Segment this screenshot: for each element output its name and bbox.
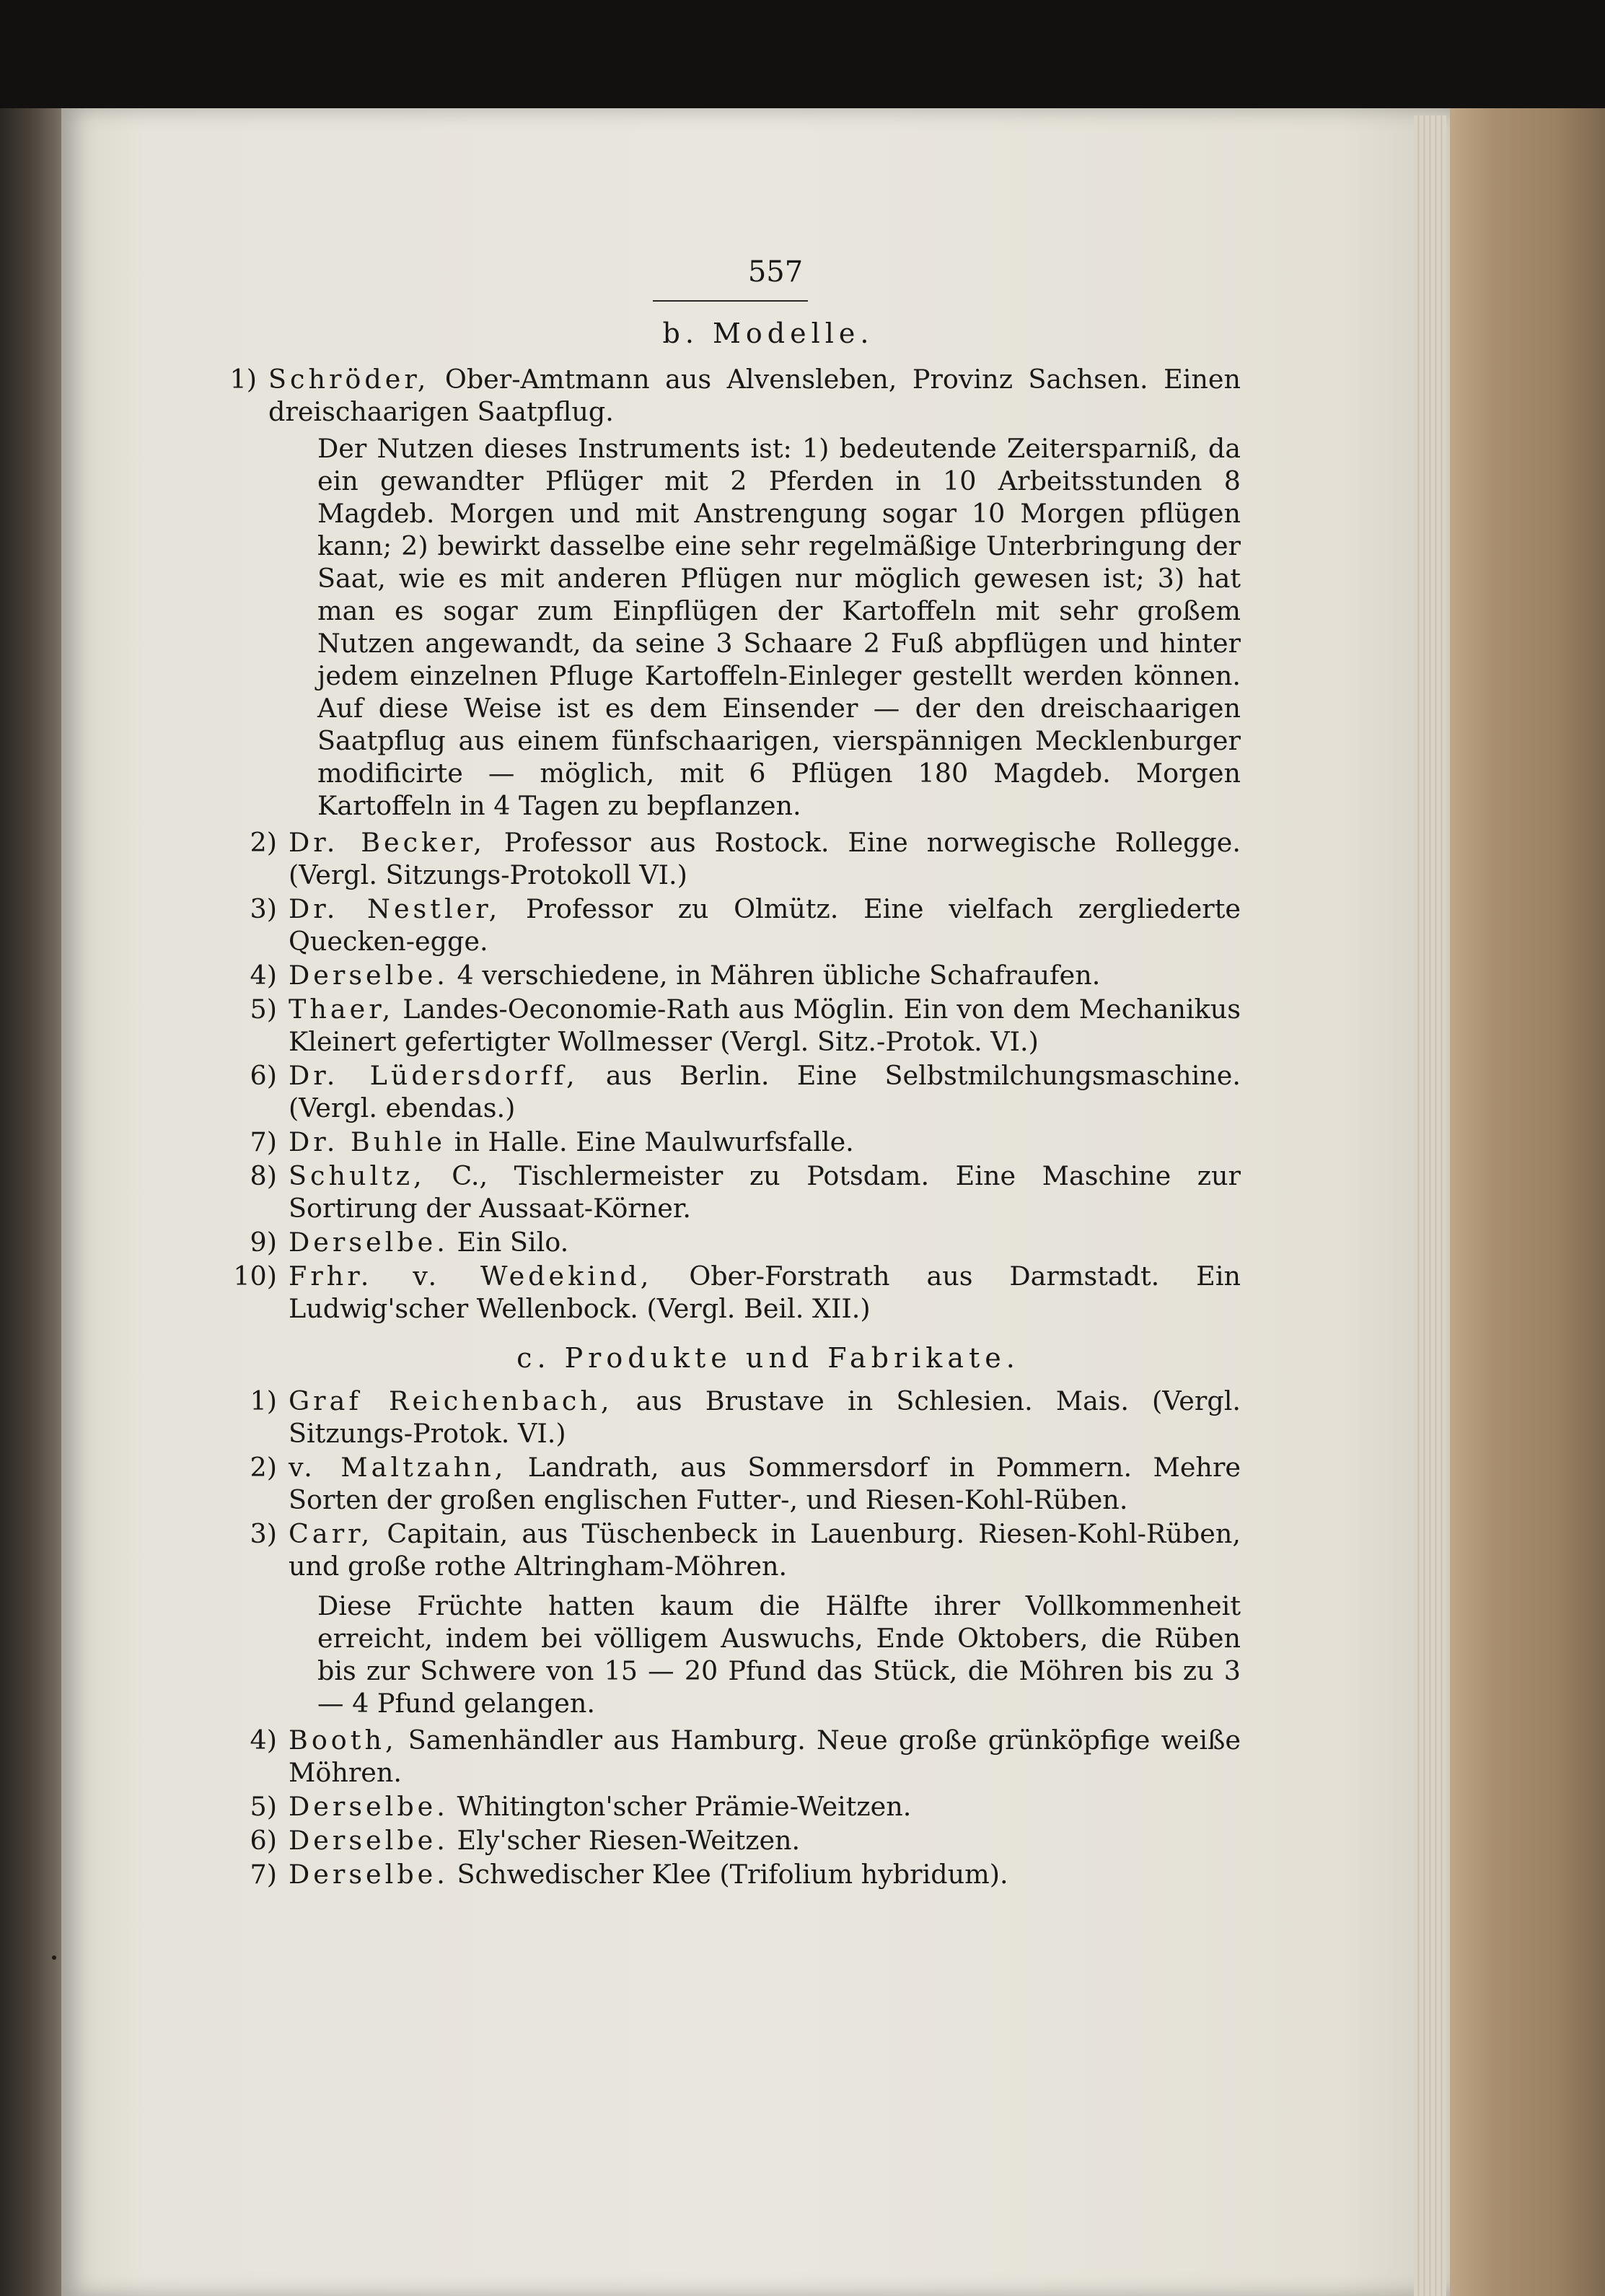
list-item bbox=[231, 363, 1241, 428]
item-number: 5) bbox=[250, 1791, 277, 1822]
item-text: Capitain, aus Tüschenbeck in Lauenburg. Riesen-Kohl-Rüben, und große rothe Altringham-Möhren. bbox=[289, 1518, 1241, 1582]
page-number: 557 bbox=[747, 255, 804, 289]
binding-pin bbox=[52, 1955, 56, 1960]
item-text: aus Berlin. Eine Selbstmilchungsmaschine. (Vergl. ebendas.) bbox=[289, 1060, 1241, 1123]
item-text: Ein Silo. bbox=[457, 1227, 569, 1258]
item-note: Der Nutzen dieses Instruments ist: 1) bedeutende Zeitersparniß, da ein gewandter Pflüger mit 2 Pferden in 10 Arbeitsstunden 8 Magdeb. Morgen und mit Anstrengung sogar 10 Morgen pflügen kann; 2) bewirkt dasselbe eine sehr regelmäßige Unterbringung der Saat, wie es mit anderen Pflügen nur möglich gewesen ist; 3) hat man es sogar zum Einpflügen der Kartoffeln mit sehr großem Nutzen angewandt, da seine 3 Schaare 2 Fuß abpflügen und hinter jedem einzelnen Pfluge Kartoffeln-Einleger gestellt werden können. Auf diese Weise ist es dem Einsender — der den dreischaarigen Saatpflug aus einem fünfschaarigen, vierspännigen Mecklenburger modificirte — möglich, mit 6 Pflügen 180 Magdeb. Morgen Kartoffeln in 4 Tagen zu bepflanzen. bbox=[317, 433, 1241, 821]
exhibitor-name: v. Maltzahn, bbox=[289, 1452, 507, 1483]
item-text: Whitington'scher Prämie-Weitzen. bbox=[457, 1791, 912, 1822]
item-text: Ober-Amtmann aus Alvensleben, Provinz Sachsen. Einen dreischaarigen Saatpflug. bbox=[268, 364, 1241, 427]
item-number: 10) bbox=[233, 1261, 277, 1292]
item-text: Schwedischer Klee (Trifolium hybridum). bbox=[457, 1859, 1008, 1890]
list-item bbox=[231, 1517, 1241, 1582]
item-number: 4) bbox=[250, 960, 277, 991]
item-number: 1) bbox=[229, 364, 257, 395]
item-text: aus Brustave in Schlesien. Mais. (Vergl. Sitzungs-Protok. VI.) bbox=[289, 1385, 1241, 1449]
list-item bbox=[231, 1260, 1241, 1325]
exhibitor-name: Derselbe. bbox=[289, 1859, 449, 1890]
list-item bbox=[231, 1385, 1241, 1450]
list-item bbox=[231, 993, 1241, 1058]
item-note: Diese Früchte hatten kaum die Hälfte ihrer Vollkommenheit erreicht, indem bei völligem Auswuchs, Ende Oktobers, die Rüben bis zur Schwere von 15 — 20 Pfund das Stück, die Möhren bis zu 3 — 4 Pfund gelangen. bbox=[317, 1590, 1241, 1719]
list-item bbox=[231, 1724, 1241, 1789]
item-text: Ober-Forstrath aus Darmstadt. Ein Ludwig'scher Wellenbock. (Vergl. Beil. XII.) bbox=[289, 1261, 1241, 1324]
item-number: 3) bbox=[250, 893, 277, 924]
item-number: 7) bbox=[250, 1859, 277, 1890]
exhibitor-name: Schröder, bbox=[268, 364, 430, 395]
item-number: 2) bbox=[250, 1452, 277, 1483]
list-item bbox=[231, 893, 1241, 958]
item-number: 8) bbox=[250, 1160, 277, 1191]
list-item bbox=[231, 1160, 1241, 1224]
item-number: 6) bbox=[250, 1825, 277, 1856]
exhibitor-name: Booth, bbox=[289, 1725, 397, 1756]
exhibitor-name: Dr. Buhle bbox=[289, 1126, 447, 1157]
page-content bbox=[231, 256, 1241, 1892]
list-item bbox=[231, 1451, 1241, 1516]
exhibitor-name: Schultz, bbox=[289, 1160, 426, 1191]
item-number: 7) bbox=[250, 1126, 277, 1157]
exhibitor-name: Frhr. v. Wedekind, bbox=[289, 1261, 653, 1292]
item-number: 5) bbox=[250, 994, 277, 1025]
list-item bbox=[231, 1858, 1241, 1890]
exhibitor-name: Dr. Becker, bbox=[289, 827, 485, 858]
exhibitor-name: Derselbe. bbox=[289, 960, 449, 991]
exhibitor-name: Derselbe. bbox=[289, 1791, 449, 1822]
item-text: 4 verschiedene, in Mähren übliche Schafraufen. bbox=[457, 960, 1101, 991]
item-text: in Halle. Eine Maulwurfsfalle. bbox=[454, 1126, 854, 1157]
book-cover-right bbox=[1446, 108, 1605, 2296]
list-item bbox=[231, 959, 1241, 991]
section-heading-modelle: b. Modelle. bbox=[662, 317, 874, 349]
list-item bbox=[231, 1126, 1241, 1158]
exhibitor-name: Derselbe. bbox=[289, 1825, 449, 1856]
item-number: 6) bbox=[250, 1060, 277, 1091]
section-heading-produkte: c. Produkte und Fabrikate. bbox=[516, 1342, 1020, 1374]
item-text: Ely'scher Riesen-Weitzen. bbox=[457, 1825, 801, 1856]
list-item bbox=[231, 826, 1241, 891]
item-text: Professor zu Olmütz. Eine vielfach zergliederte Quecken-egge. bbox=[289, 893, 1241, 957]
item-text: Samenhändler aus Hamburg. Neue große grünköpfige weiße Möhren. bbox=[289, 1725, 1241, 1788]
book-spine-left bbox=[0, 108, 69, 2296]
item-text: C., Tischlermeister zu Potsdam. Eine Maschine zur Sortirung der Aussaat-Körner. bbox=[289, 1160, 1241, 1224]
list-item bbox=[231, 1059, 1241, 1124]
page-edges bbox=[1414, 115, 1446, 2296]
item-number: 1) bbox=[250, 1385, 277, 1416]
item-text: Landrath, aus Sommersdorf in Pommern. Mehre Sorten der großen englischen Futter-, und Riesen-Kohl-Rüben. bbox=[289, 1452, 1241, 1515]
page-number-rule bbox=[653, 300, 808, 302]
list-item bbox=[231, 1226, 1241, 1258]
exhibitor-name: Thaer, bbox=[289, 994, 395, 1025]
item-number: 2) bbox=[250, 827, 277, 858]
exhibitor-name: Derselbe. bbox=[289, 1227, 449, 1258]
item-number: 9) bbox=[250, 1227, 277, 1258]
list-item bbox=[231, 1824, 1241, 1857]
item-number: 3) bbox=[250, 1518, 277, 1549]
item-text: Landes-Oeconomie-Rath aus Möglin. Ein von dem Mechanikus Kleinert gefertigter Wollmesser (Vergl. Sitz.-Protok. VI.) bbox=[289, 994, 1241, 1057]
exhibitor-name: Dr. Lüdersdorff, bbox=[289, 1060, 579, 1091]
item-text: Professor aus Rostock. Eine norwegische Rollegge. (Vergl. Sitzungs-Protokoll VI.) bbox=[289, 827, 1241, 890]
item-number: 4) bbox=[250, 1725, 277, 1756]
exhibitor-name: Dr. Nestler, bbox=[289, 893, 501, 924]
exhibitor-name: Carr, bbox=[289, 1518, 374, 1549]
list-item bbox=[231, 1790, 1241, 1823]
exhibitor-name: Graf Reichenbach, bbox=[289, 1385, 613, 1416]
